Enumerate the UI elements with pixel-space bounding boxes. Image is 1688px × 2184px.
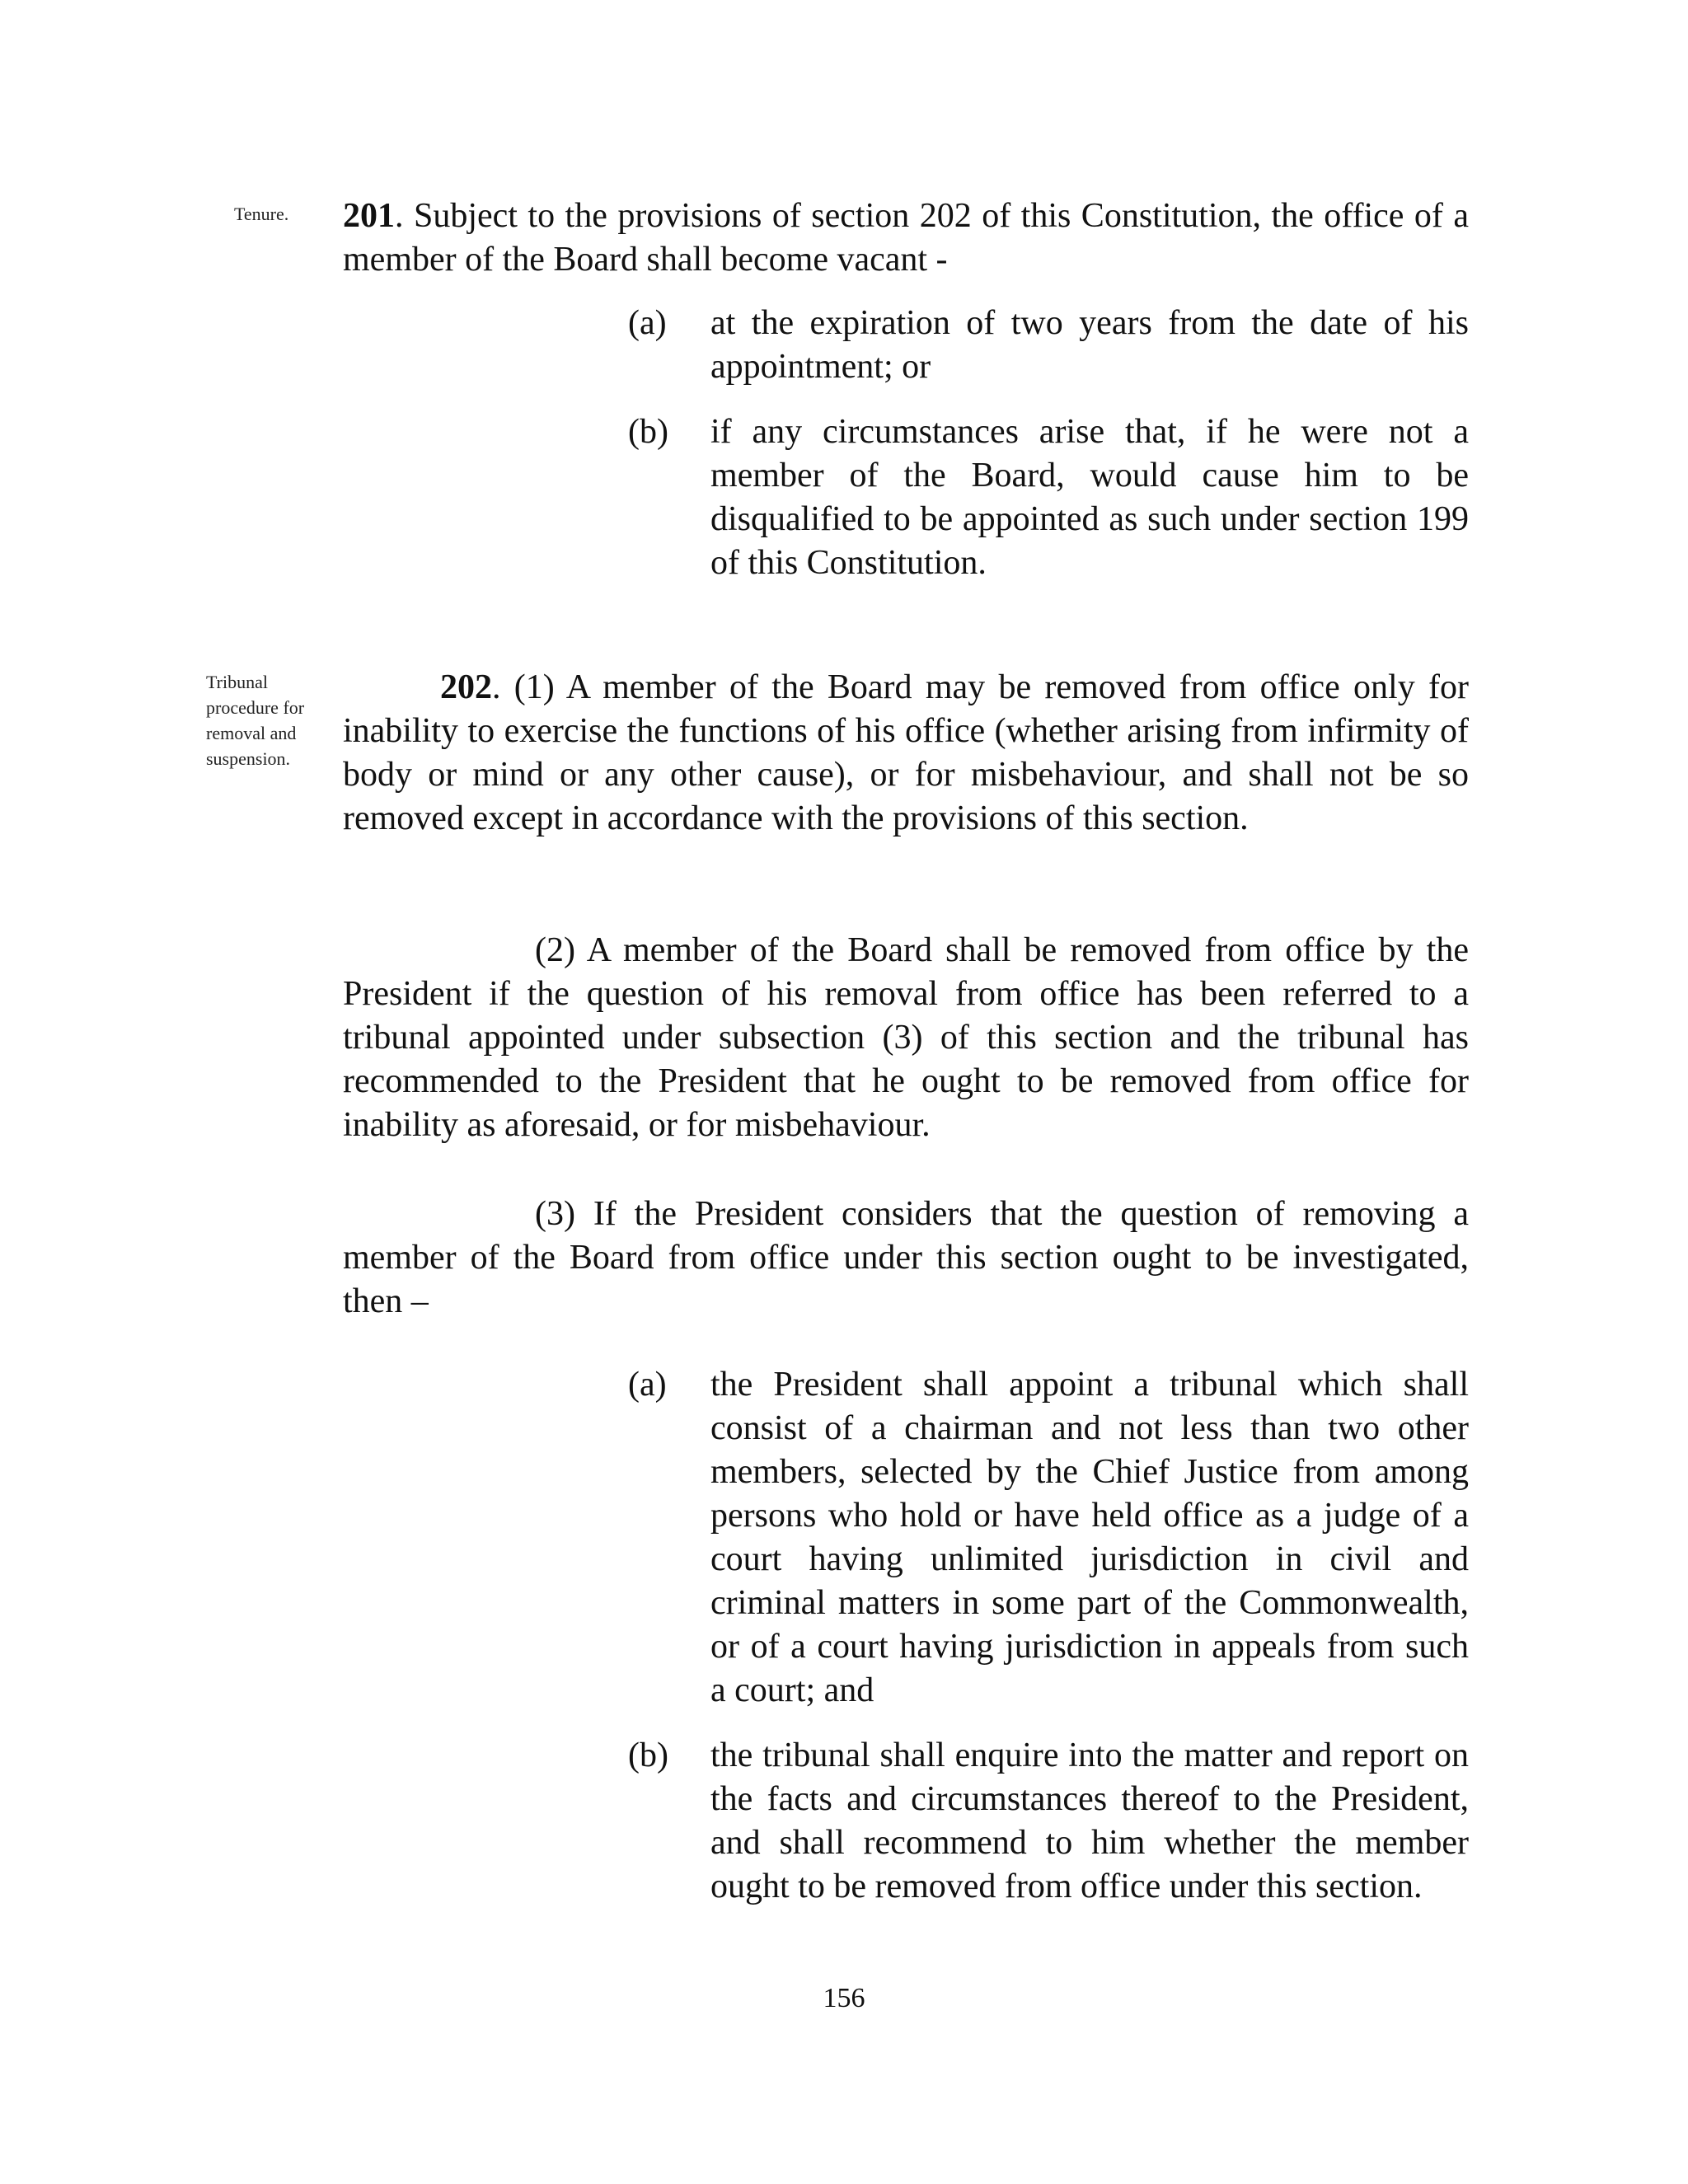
section-201-number: 201 bbox=[343, 197, 395, 235]
section-202-number: 202 bbox=[440, 668, 492, 706]
page-number: 156 bbox=[823, 1983, 865, 2013]
item-label: (a) bbox=[628, 304, 667, 342]
section-201-intro bbox=[343, 194, 1469, 282]
item-text: at the expiration of two years from the date of his appointment; or bbox=[710, 304, 1469, 386]
section-201-item-a bbox=[628, 302, 1469, 389]
item-text: the tribunal shall enquire into the matter and report on the facts and circumstances thereof to the President, and shall recommend to him whether the member ought to be removed from office under this section. bbox=[710, 1736, 1469, 1905]
item-text: if any circumstances arise that, if he were not a member of the Board, would cause him to be disqualified to be appointed as such under section 199 of this Constitution. bbox=[710, 413, 1469, 582]
item-text: the President shall appoint a tribunal which shall consist of a chairman and not less than two other members, selected by the Chief Justice from among persons who hold or have held office as a judge of a court having unlimited jurisdiction in civil and criminal matters in some part of the Commonwealth, or of a court having jurisdiction in appeals from such a court; and bbox=[710, 1366, 1469, 1709]
section-202-item-b bbox=[628, 1734, 1469, 1909]
item-label: (a) bbox=[628, 1366, 667, 1404]
section-201-item-b bbox=[628, 410, 1469, 585]
section-202-item-a bbox=[628, 1363, 1469, 1713]
section-202-subsection-3: (3) If the President considers that the question of removing a member of the Board from office under this section ought to be investigated, then – bbox=[343, 1195, 1469, 1320]
section-202-p1-text: . (1) A member of the Board may be removed from office only for inability to exercise the functions of his office (whether arising from infirmity of body or mind or any other cause), or for misbehaviour, and shall not be so removed except in accordance with the provisions of this section. bbox=[343, 668, 1469, 837]
margin-note-tenure: Tenure. bbox=[234, 204, 289, 224]
section-201-intro-text: . Subject to the provisions of section 202 of this Constitution, the office of a member of the Board shall become vacant - bbox=[343, 197, 1469, 279]
section-202-subsection-2: (2) A member of the Board shall be removed from office by the President if the question of his removal from office has been referred to a tribunal appointed under subsection (3) of this section and the tribunal has recommended to the President that he ought to be removed from office for inability as aforesaid, or for misbehaviour. bbox=[343, 931, 1469, 1144]
section-202-subsection-1 bbox=[343, 666, 1469, 841]
item-label: (b) bbox=[628, 1736, 668, 1774]
item-label: (b) bbox=[628, 413, 668, 451]
margin-note-tribunal-procedure: Tribunal procedure for removal and suspension. bbox=[206, 672, 305, 769]
